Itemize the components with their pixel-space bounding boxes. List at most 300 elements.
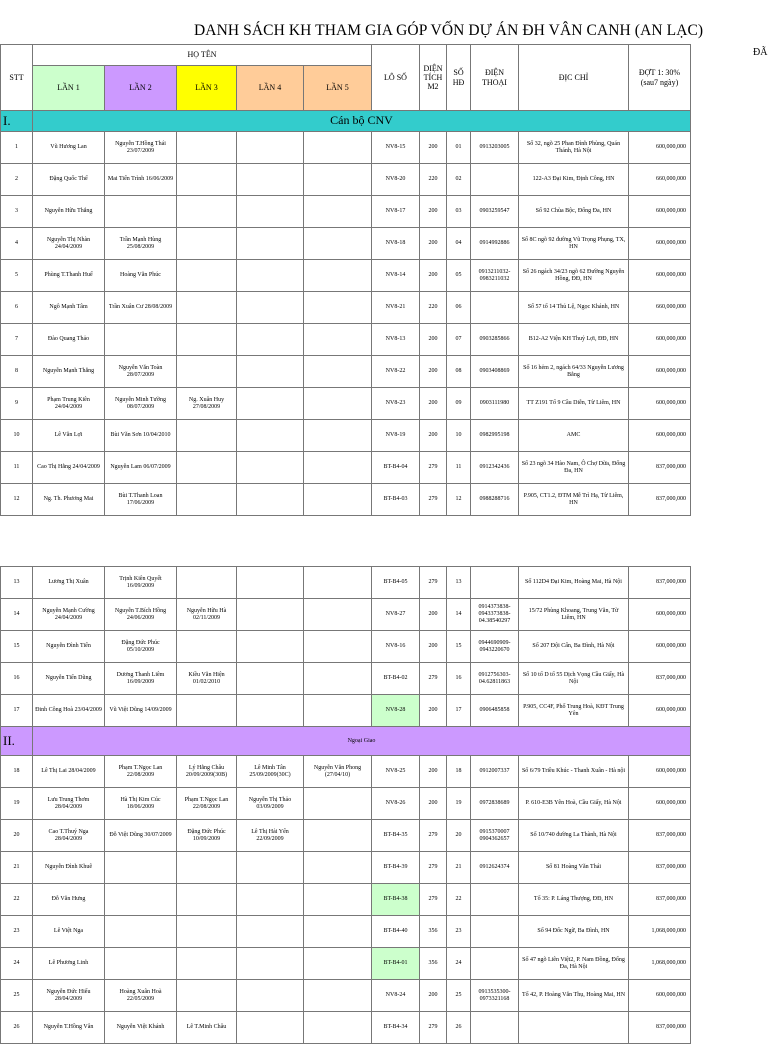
cell-lan4 [237, 1012, 304, 1044]
cell-so-hd: 20 [447, 820, 471, 852]
cell-dien-tich: 200 [420, 356, 447, 388]
cell-lan1: Đinh Công Hoà 23/04/2009 [33, 695, 105, 727]
cell-lo-so: NV8-25 [372, 756, 420, 788]
cell-so-hd: 21 [447, 852, 471, 884]
cell-dien-thoai: 0903111980 [471, 388, 519, 420]
header-lan5: LẦN 5 [304, 66, 372, 111]
cell-dien-tich: 200 [420, 420, 447, 452]
cell-stt: 24 [1, 948, 33, 980]
cell-so-hd: 04 [447, 228, 471, 260]
cell-lan5 [304, 631, 372, 663]
cell-dien-tich: 200 [420, 196, 447, 228]
cell-lan5 [304, 484, 372, 516]
customer-table-bottom [0, 566, 691, 1044]
cell-lan1: Cao Thị Hằng 24/04/2009 [33, 452, 105, 484]
cell-lo-so: NV8-17 [372, 196, 420, 228]
cell-dia-chi: AMC [519, 420, 629, 452]
cell-lan4 [237, 695, 304, 727]
cell-dot1: 600,000,000 [629, 695, 691, 727]
cell-dia-chi: Số 23 ngõ 34 Hào Nam, Ô Chợ Dừa, Đống Đa, HN [519, 452, 629, 484]
cell-lan3: Nguyễn Hữu Hà 02/11/2009 [177, 599, 237, 631]
cell-dien-tich: 279 [420, 663, 447, 695]
title-right-fragment: ĐÃ [753, 47, 768, 58]
cell-lan4 [237, 132, 304, 164]
cell-dien-tich: 200 [420, 631, 447, 663]
cell-dia-chi: Số 6/79 Triều Khúc - Thanh Xuân - Hà nội [519, 756, 629, 788]
cell-dien-thoai: 0903285866 [471, 324, 519, 356]
table-row [1, 132, 691, 164]
cell-dia-chi [519, 1012, 629, 1044]
cell-lan3: Lý Hằng Châu 20/09/2009(30B) [177, 756, 237, 788]
cell-stt: 18 [1, 756, 33, 788]
cell-dot1: 837,000,000 [629, 484, 691, 516]
cell-lan2: Hoàng Văn Phúc [105, 260, 177, 292]
cell-lan2: Vũ Việt Dũng 14/09/2009 [105, 695, 177, 727]
cell-lan4 [237, 356, 304, 388]
cell-dot1: 660,000,000 [629, 164, 691, 196]
cell-dot1: 600,000,000 [629, 324, 691, 356]
cell-dien-tich: 200 [420, 695, 447, 727]
cell-so-hd: 19 [447, 788, 471, 820]
table-row [1, 599, 691, 631]
cell-lan1: Phùng T.Thanh Huế [33, 260, 105, 292]
cell-dien-tich: 200 [420, 599, 447, 631]
cell-lo-so: NV8-28 [372, 695, 420, 727]
cell-lan5 [304, 228, 372, 260]
cell-dien-tich: 220 [420, 164, 447, 196]
cell-lan3 [177, 420, 237, 452]
cell-lan3 [177, 196, 237, 228]
table-row [1, 916, 691, 948]
cell-lo-so: NV8-26 [372, 788, 420, 820]
cell-lan2: Trần Mạnh Hùng 25/08/2009 [105, 228, 177, 260]
table-row [1, 663, 691, 695]
cell-lan5 [304, 980, 372, 1012]
cell-lan1: Cao T.Thuý Nga 28/04/2009 [33, 820, 105, 852]
cell-lan2: Trịnh Kiên Quyết 16/09/2009 [105, 567, 177, 599]
cell-so-hd: 26 [447, 1012, 471, 1044]
cell-so-hd: 13 [447, 567, 471, 599]
table-row [1, 756, 691, 788]
cell-lan2 [105, 196, 177, 228]
cell-stt: 25 [1, 980, 33, 1012]
cell-lan4 [237, 567, 304, 599]
cell-lan3: Lê T.Minh Châu [177, 1012, 237, 1044]
cell-dot1: 600,000,000 [629, 388, 691, 420]
cell-lan3 [177, 884, 237, 916]
cell-dia-chi: Tổ 35: P. Láng Thượng, ĐĐ, HN [519, 884, 629, 916]
header-lo-so: LÔ SỐ [372, 45, 420, 111]
cell-lan4 [237, 388, 304, 420]
cell-lan5 [304, 420, 372, 452]
cell-lan1: Nguyễn Mạnh Thắng [33, 356, 105, 388]
cell-dien-thoai [471, 292, 519, 324]
cell-lan4: Lê Thị Hải Yến 22/09/2009 [237, 820, 304, 852]
cell-dien-tich: 200 [420, 260, 447, 292]
cell-dien-tich: 200 [420, 324, 447, 356]
cell-lan2: Phạm T.Ngọc Lan 22/08/2009 [105, 756, 177, 788]
header-dia-chi: ĐỊC CHỈ [519, 45, 629, 111]
cell-dot1: 837,000,000 [629, 820, 691, 852]
cell-lan2 [105, 948, 177, 980]
cell-lan2: Nguyễn Văn Toàn 28/07/2009 [105, 356, 177, 388]
cell-dot1: 600,000,000 [629, 599, 691, 631]
cell-lan4 [237, 452, 304, 484]
cell-lan5 [304, 260, 372, 292]
cell-so-hd: 15 [447, 631, 471, 663]
cell-lan2 [105, 324, 177, 356]
cell-lan5 [304, 852, 372, 884]
cell-lan5: Nguyễn Văn Phong (27/04/10) [304, 756, 372, 788]
cell-lan1: Nguyễn Đình Tiến [33, 631, 105, 663]
cell-so-hd: 09 [447, 388, 471, 420]
table-row [1, 292, 691, 324]
cell-so-hd: 06 [447, 292, 471, 324]
cell-lo-so: NV8-16 [372, 631, 420, 663]
cell-dien-tich: 200 [420, 756, 447, 788]
cell-stt: 20 [1, 820, 33, 852]
cell-dot1: 600,000,000 [629, 132, 691, 164]
cell-stt: 3 [1, 196, 33, 228]
cell-so-hd: 17 [447, 695, 471, 727]
header-dot1 [629, 45, 691, 111]
cell-dia-chi: Số 57 tổ 14 Thủ Lệ, Ngọc Khánh, HN [519, 292, 629, 324]
cell-lo-so: BT-B4-02 [372, 663, 420, 695]
cell-dia-chi: P.905, CT1.2, ĐTM Mễ Trì Hạ, Từ Liêm, HN [519, 484, 629, 516]
cell-lan1: Nguyễn Thị Nhàn 24/04/2009 [33, 228, 105, 260]
cell-lo-so: NV8-22 [372, 356, 420, 388]
header-lan1: LẦN 1 [33, 66, 105, 111]
cell-dien-tich: 200 [420, 980, 447, 1012]
cell-lo-so: BT-B4-34 [372, 1012, 420, 1044]
cell-dien-thoai: 0906485858 [471, 695, 519, 727]
cell-lan1: Vũ Hương Lan [33, 132, 105, 164]
cell-lan2: Hoàng Xuân Hoà 22/05/2009 [105, 980, 177, 1012]
cell-lo-so: NV8-20 [372, 164, 420, 196]
cell-lan3: Phạm T.Ngọc Lan 22/08/2009 [177, 788, 237, 820]
cell-lan3: Đặng Đức Phúc 10/09/2009 [177, 820, 237, 852]
cell-dia-chi: Số 10 tổ D tổ 55 Dịch Vọng Cầu Giấy, Hà Nội [519, 663, 629, 695]
cell-so-hd: 24 [447, 948, 471, 980]
cell-lan2: Trần Xuân Cư 28/08/2009 [105, 292, 177, 324]
cell-lan4 [237, 420, 304, 452]
cell-stt: 8 [1, 356, 33, 388]
cell-dia-chi: Số 32, ngõ 25 Phan Đình Phùng, Quán Thánh, Hà Nội [519, 132, 629, 164]
cell-dia-chi: 15/72 Phùng Khoang, Trung Văn, Từ Liêm, HN [519, 599, 629, 631]
cell-dien-thoai: 0913535300- 0973321168 [471, 980, 519, 1012]
cell-dot1: 1,068,000,000 [629, 948, 691, 980]
cell-lan5 [304, 788, 372, 820]
cell-lo-so: NV8-13 [372, 324, 420, 356]
cell-stt: 23 [1, 916, 33, 948]
cell-dien-tich: 279 [420, 820, 447, 852]
header-lan2: LẦN 2 [105, 66, 177, 111]
cell-lan1: Lê Thị Lai 28/04/2009 [33, 756, 105, 788]
table-row [1, 260, 691, 292]
cell-dien-thoai: 0972838689 [471, 788, 519, 820]
cell-lan5 [304, 164, 372, 196]
section-title: Ngoại Giao [33, 727, 691, 756]
cell-dien-thoai [471, 164, 519, 196]
header-dot1-label: ĐỢT 1: 30% [638, 67, 681, 77]
cell-dien-thoai: 0912007337 [471, 756, 519, 788]
cell-lan1: Lê Việt Nga [33, 916, 105, 948]
table-row [1, 420, 691, 452]
cell-dien-tich: 200 [420, 228, 447, 260]
cell-so-hd: 23 [447, 916, 471, 948]
cell-lan1: Nguyễn T.Hồng Vân [33, 1012, 105, 1044]
cell-dia-chi: Số 207 Đội Cấn, Ba Đình, Hà Nội [519, 631, 629, 663]
cell-dia-chi: Số 81 Hoàng Văn Thái [519, 852, 629, 884]
header-stt: STT [1, 45, 33, 111]
cell-lan4 [237, 948, 304, 980]
cell-lan2 [105, 884, 177, 916]
cell-lan1: Nguyễn Mạnh Cường 24/04/2009 [33, 599, 105, 631]
cell-lan5 [304, 324, 372, 356]
cell-dot1: 600,000,000 [629, 196, 691, 228]
cell-dia-chi: Số 26 ngách 34/23 ngõ 62 Đường Nguyễn Hồng, ĐĐ, HN [519, 260, 629, 292]
cell-dien-thoai [471, 948, 519, 980]
table-row [1, 1012, 691, 1044]
cell-stt: 26 [1, 1012, 33, 1044]
cell-dot1: 600,000,000 [629, 228, 691, 260]
cell-so-hd: 12 [447, 484, 471, 516]
cell-dia-chi: Số 92 Chùa Bộc, Đống Đa, HN [519, 196, 629, 228]
cell-lan1: Lương Thị Xuân [33, 567, 105, 599]
cell-lo-so: BT-B4-03 [372, 484, 420, 516]
cell-dot1: 837,000,000 [629, 852, 691, 884]
cell-stt: 16 [1, 663, 33, 695]
cell-lan1: Đào Quang Thảo [33, 324, 105, 356]
table-row [1, 820, 691, 852]
cell-dia-chi: Số 47 ngõ Liên Việt2, P. Nam Đồng, Đống Đa, Hà Nội [519, 948, 629, 980]
cell-stt: 12 [1, 484, 33, 516]
section-row [1, 727, 691, 756]
header-so-hd: SỐ HĐ [447, 45, 471, 111]
cell-dia-chi: Số 112D4 Đại Kim, Hoàng Mai, Hà Nội [519, 567, 629, 599]
cell-dia-chi: Số 94 Đốc Ngữ, Ba Đình, HN [519, 916, 629, 948]
cell-lan4 [237, 599, 304, 631]
cell-stt: 6 [1, 292, 33, 324]
cell-lan2 [105, 852, 177, 884]
cell-lan2: Mai Tiến Trình 16/06/2009 [105, 164, 177, 196]
cell-dien-tich: 279 [420, 884, 447, 916]
cell-lan4 [237, 916, 304, 948]
cell-dot1: 837,000,000 [629, 884, 691, 916]
cell-lan2: Đỗ Việt Dũng 30/07/2009 [105, 820, 177, 852]
cell-lan2: Đặng Đức Phúc 05/10/2009 [105, 631, 177, 663]
cell-so-hd: 10 [447, 420, 471, 452]
cell-lan4: Lê Minh Tân 25/09/2009(30C) [237, 756, 304, 788]
cell-dot1: 600,000,000 [629, 788, 691, 820]
cell-lan3 [177, 695, 237, 727]
cell-stt: 14 [1, 599, 33, 631]
cell-lan2: Nguyễn Lam 06/07/2009 [105, 452, 177, 484]
cell-so-hd: 18 [447, 756, 471, 788]
cell-lan1: Lê Phương Linh [33, 948, 105, 980]
table-row [1, 695, 691, 727]
cell-dien-tich: 200 [420, 132, 447, 164]
cell-dien-thoai: 0915370007 0904362657 [471, 820, 519, 852]
cell-lan2 [105, 916, 177, 948]
cell-dot1: 600,000,000 [629, 980, 691, 1012]
cell-dot1: 600,000,000 [629, 631, 691, 663]
cell-dien-thoai: 0912342436 [471, 452, 519, 484]
page-title: DANH SÁCH KH THAM GIA GÓP VỐN DỰ ÁN ĐH VÂN CANH (AN LẠC) [194, 22, 704, 39]
cell-lan4 [237, 260, 304, 292]
cell-lan3 [177, 356, 237, 388]
cell-dia-chi: Số 8C ngõ 92 đường Vũ Trọng Phụng, TX, HN [519, 228, 629, 260]
cell-lan1: Phạm Trung Kiên 24/04/2009 [33, 388, 105, 420]
cell-lan3 [177, 980, 237, 1012]
cell-lan4 [237, 324, 304, 356]
cell-dot1: 600,000,000 [629, 756, 691, 788]
cell-lan2: Bùi T.Thanh Loan 17/06/2009 [105, 484, 177, 516]
cell-dot1: 837,000,000 [629, 1012, 691, 1044]
table-row [1, 631, 691, 663]
table-row [1, 484, 691, 516]
cell-lo-so: NV8-21 [372, 292, 420, 324]
cell-lan4 [237, 884, 304, 916]
cell-dot1: 1,068,000,000 [629, 916, 691, 948]
cell-stt: 5 [1, 260, 33, 292]
table-row [1, 788, 691, 820]
cell-so-hd: 07 [447, 324, 471, 356]
cell-lan3 [177, 452, 237, 484]
cell-lan3 [177, 228, 237, 260]
cell-lan2: Hà Thị Kim Cúc 18/06/2009 [105, 788, 177, 820]
cell-lan4 [237, 196, 304, 228]
cell-stt: 7 [1, 324, 33, 356]
table-row [1, 567, 691, 599]
cell-dien-tich: 279 [420, 452, 447, 484]
cell-stt: 9 [1, 388, 33, 420]
cell-dot1: 660,000,000 [629, 292, 691, 324]
cell-so-hd: 11 [447, 452, 471, 484]
section-number: I. [1, 111, 33, 132]
cell-so-hd: 05 [447, 260, 471, 292]
cell-lan4 [237, 663, 304, 695]
cell-lan5 [304, 695, 372, 727]
section-number: II. [1, 727, 33, 756]
cell-so-hd: 08 [447, 356, 471, 388]
table-row [1, 356, 691, 388]
cell-stt: 22 [1, 884, 33, 916]
table-row [1, 196, 691, 228]
cell-stt: 13 [1, 567, 33, 599]
cell-lo-so: NV8-15 [372, 132, 420, 164]
cell-lan3: Ng. Xuân Huy 27/08/2009 [177, 388, 237, 420]
cell-dien-thoai: 0914373838- 0943373838- 04.38540297 [471, 599, 519, 631]
cell-lan2: Dương Thanh Liêm 16/09/2009 [105, 663, 177, 695]
cell-dia-chi: Số 10/740 đường La Thành, Hà Nội [519, 820, 629, 852]
cell-dia-chi: 122-A3 Đại Kim, Định Công, HN [519, 164, 629, 196]
cell-lan4 [237, 484, 304, 516]
cell-stt: 2 [1, 164, 33, 196]
cell-lan5 [304, 1012, 372, 1044]
cell-lo-so: BT-B4-39 [372, 852, 420, 884]
cell-dien-thoai: 0913211032- 0983211032 [471, 260, 519, 292]
cell-lan3 [177, 164, 237, 196]
cell-so-hd: 22 [447, 884, 471, 916]
cell-stt: 11 [1, 452, 33, 484]
cell-lan4 [237, 228, 304, 260]
cell-stt: 4 [1, 228, 33, 260]
cell-dien-thoai: 0903408869 [471, 356, 519, 388]
cell-dia-chi: TT Z191 Tổ 9 Cầu Diễn, Từ Liêm, HN [519, 388, 629, 420]
cell-lan3 [177, 260, 237, 292]
cell-dot1: 837,000,000 [629, 567, 691, 599]
cell-lan2: Nguyễn T.Bích Hồng 24/06/2009 [105, 599, 177, 631]
section-row [1, 111, 691, 132]
cell-dien-thoai [471, 567, 519, 599]
cell-dot1: 837,000,000 [629, 452, 691, 484]
cell-dia-chi: Tổ 42, P. Hoàng Văn Thụ, Hoàng Mai, HN [519, 980, 629, 1012]
cell-lo-so: NV8-24 [372, 980, 420, 1012]
cell-dien-thoai: 0988288716 [471, 484, 519, 516]
cell-dot1: 600,000,000 [629, 356, 691, 388]
table-row [1, 980, 691, 1012]
section-title: Cán bộ CNV [33, 111, 691, 132]
table-row [1, 164, 691, 196]
cell-dien-tich: 356 [420, 916, 447, 948]
cell-so-hd: 14 [447, 599, 471, 631]
cell-lan2: Nguyễn Việt Khánh [105, 1012, 177, 1044]
table-row [1, 852, 691, 884]
cell-lo-so: BT-B4-35 [372, 820, 420, 852]
cell-dien-tich: 356 [420, 948, 447, 980]
cell-so-hd: 25 [447, 980, 471, 1012]
cell-lan3 [177, 948, 237, 980]
table-row [1, 884, 691, 916]
cell-so-hd: 02 [447, 164, 471, 196]
cell-dien-thoai: 0914992886 [471, 228, 519, 260]
cell-lan1: Đỗ Văn Hưng [33, 884, 105, 916]
cell-dien-tich: 279 [420, 852, 447, 884]
cell-stt: 19 [1, 788, 33, 820]
cell-lan5 [304, 196, 372, 228]
cell-dia-chi: Số 16 hẻm 2, ngách 64/33 Nguyễn Lương Bằng [519, 356, 629, 388]
cell-dien-thoai: 0912624374 [471, 852, 519, 884]
cell-lo-so: BT-B4-05 [372, 567, 420, 599]
header-lan3: LẦN 3 [177, 66, 237, 111]
cell-dia-chi: B12-A2 Viện KH Thuỷ Lợi, ĐĐ, HN [519, 324, 629, 356]
cell-dien-thoai [471, 916, 519, 948]
header-dien-thoai: ĐIỆN THOẠI [471, 45, 519, 111]
cell-lan4 [237, 631, 304, 663]
cell-lan3 [177, 916, 237, 948]
cell-stt: 10 [1, 420, 33, 452]
cell-dien-thoai: 0903259547 [471, 196, 519, 228]
cell-lan3 [177, 484, 237, 516]
cell-stt: 15 [1, 631, 33, 663]
cell-lan1: Nguyễn Đức Hiếu 28/04/2009 [33, 980, 105, 1012]
cell-so-hd: 16 [447, 663, 471, 695]
cell-lo-so: NV8-27 [372, 599, 420, 631]
cell-dien-tich: 200 [420, 388, 447, 420]
cell-dien-tich: 279 [420, 567, 447, 599]
table-row [1, 324, 691, 356]
cell-dot1: 600,000,000 [629, 420, 691, 452]
cell-lan4: Nguyễn Thị Thảo 03/09/2009 [237, 788, 304, 820]
cell-lan5 [304, 567, 372, 599]
cell-lan2: Bùi Văn Sơn 10/04/2010 [105, 420, 177, 452]
cell-stt: 21 [1, 852, 33, 884]
cell-dien-thoai: 0944690909- 0943220670 [471, 631, 519, 663]
table-row [1, 228, 691, 260]
cell-dien-thoai [471, 884, 519, 916]
table-row [1, 388, 691, 420]
